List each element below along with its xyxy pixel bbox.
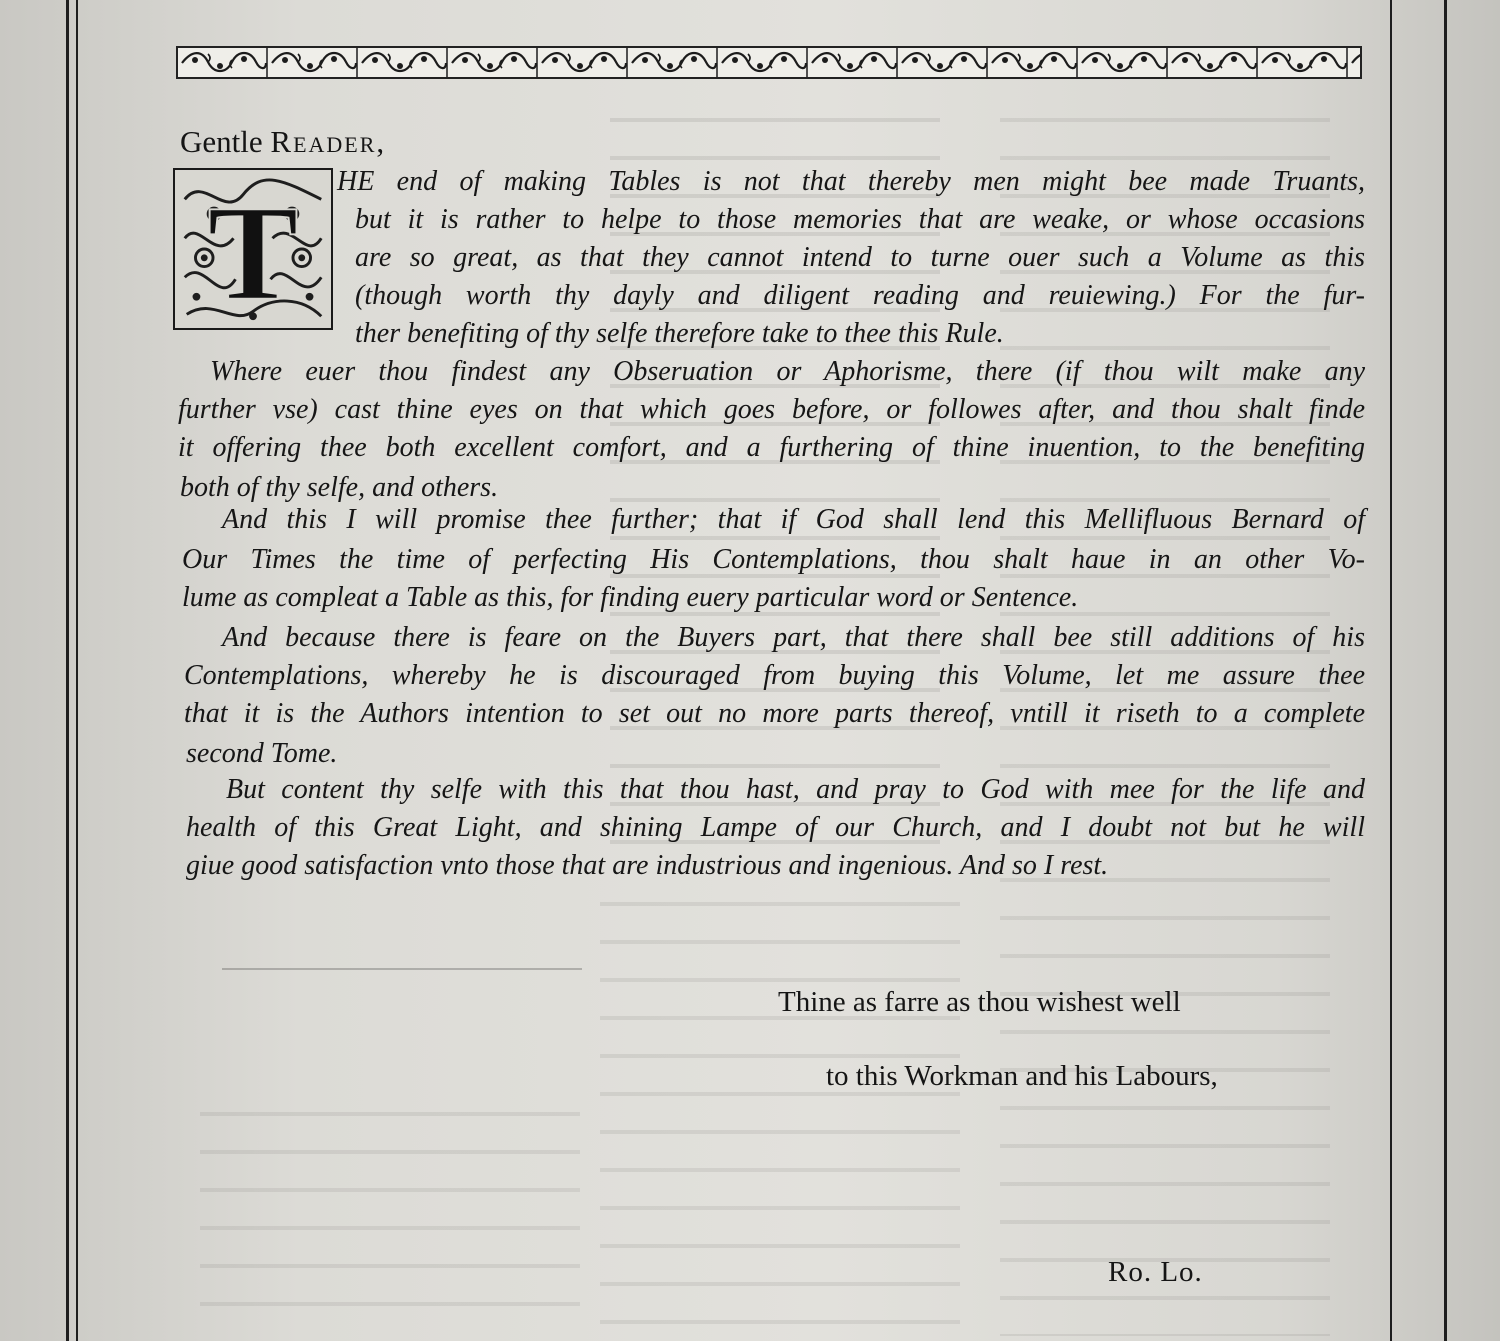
- text-line: But content thy selfe with this that thou hast, and pray to God with mee for the life and: [226, 774, 1365, 805]
- salutation-reader: Reader,: [270, 124, 387, 159]
- text-line: second Tome.: [186, 738, 338, 769]
- text-line: are so great, as that they cannot intend to turne ouer such a Volume as this: [355, 242, 1365, 273]
- text-line: And this I will promise thee further; that if God shall lend this Mellifluous Bernard of: [222, 504, 1365, 535]
- signature: Ro. Lo.: [1108, 1256, 1203, 1288]
- outer-left-rule: [66, 0, 69, 1341]
- drop-cap-ornament: [175, 170, 331, 328]
- drop-cap-letter: T: [207, 176, 299, 328]
- salutation-gentle: Gentle: [180, 124, 271, 159]
- signoff-line-2: to this Workman and his Labours,: [826, 1060, 1218, 1092]
- text-line: lume as compleat a Table as this, for finding euery particular word or Sentence.: [182, 582, 1079, 613]
- text-line: HE end of making Tables is not that thereby men might bee made Truants,: [337, 166, 1365, 197]
- inner-right-rule: [1390, 0, 1392, 1341]
- salutation: [180, 124, 386, 160]
- show-through-rule: [222, 968, 582, 970]
- text-line: Contemplations, whereby he is discouraged from buying this Volume, let me assure thee: [184, 660, 1365, 691]
- text-line: ther benefiting of thy selfe therefore take to thee this Rule.: [355, 318, 1004, 349]
- ornament-band: [176, 46, 1362, 79]
- signoff-line-1: Thine as farre as thou wishest well: [778, 986, 1181, 1018]
- text-line: health of this Great Light, and shining Lampe of our Church, and I doubt not but he will: [186, 812, 1365, 843]
- outer-right-rule: [1444, 0, 1447, 1341]
- text-line: (though worth thy dayly and diligent reading and reuiewing.) For the fur-: [355, 280, 1365, 311]
- text-line: both of thy selfe, and others.: [180, 472, 499, 503]
- text-line: that it is the Authors intention to set out no more parts thereof, vntill it riseth to a complete: [184, 698, 1365, 729]
- ornament-pattern: [178, 48, 1362, 77]
- text-line: it offering thee both excellent comfort, and a furthering of thine inuention, to the benefiting: [178, 432, 1365, 463]
- text-line: Our Times the time of perfecting His Contemplations, thou shalt haue in an other Vo-: [182, 544, 1365, 575]
- inner-left-rule: [76, 0, 78, 1341]
- show-through-column: [600, 880, 960, 1340]
- text-line: but it is rather to helpe to those memories that are weake, or whose occasions: [355, 204, 1365, 235]
- show-through-column: [200, 1090, 580, 1340]
- text-line: giue good satisfaction vnto those that are industrious and ingenious. And so I rest.: [186, 850, 1109, 881]
- text-line: Where euer thou findest any Obseruation or Aphorisme, there (if thou wilt make any: [210, 356, 1365, 387]
- text-line: further vse) cast thine eyes on that which goes before, or followes after, and thou shalt finde: [178, 394, 1365, 425]
- drop-cap: [173, 168, 333, 330]
- text-line: And because there is feare on the Buyers part, that there shall bee still additions of his: [222, 622, 1365, 653]
